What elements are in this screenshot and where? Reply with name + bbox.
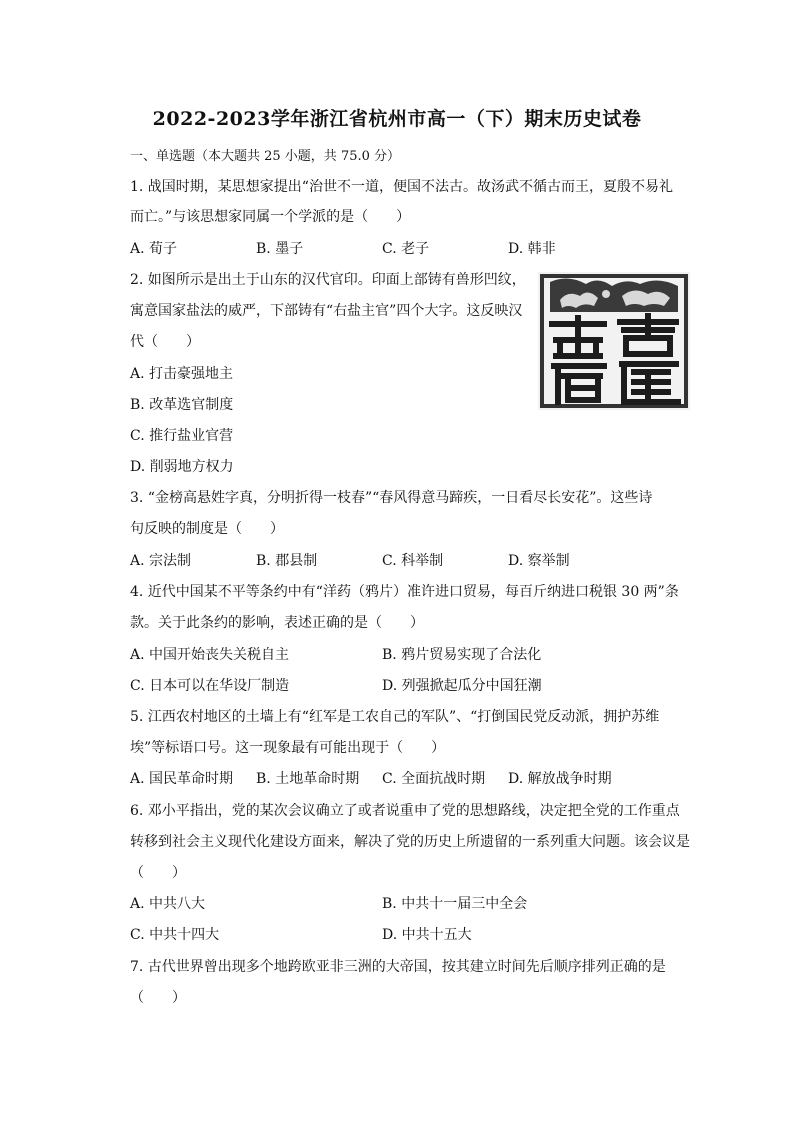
question-6-option-c: C. 中共十四大	[130, 927, 220, 943]
question-2-option-b: B. 改革选官制度	[130, 397, 234, 413]
question-1-option-b: B. 墨子	[256, 241, 304, 257]
exam-title: 2022-2023学年浙江省杭州市高一（下）期末历史试卷	[152, 108, 642, 130]
question-1-line-1: 1. 战国时期，某思想家提出“治世不一道，便国不法古。故汤武不循古而王，夏殷不易礼	[130, 179, 673, 195]
question-2-option-a: A. 打击豪强地主	[130, 366, 234, 382]
question-6-option-b: B. 中共十一届三中全会	[382, 896, 528, 912]
question-3-option-c: C. 科举制	[382, 553, 444, 569]
question-2-option-d: D. 削弱地方权力	[130, 459, 234, 475]
question-6-line-1: 6. 邓小平指出，党的某次会议确立了或者说重申了党的思想路线，决定把全党的工作重点	[130, 803, 680, 819]
question-4-line-1: 4. 近代中国某不平等条约中有“洋药（鸦片）准许进口贸易，每百斤纳进口税银 30 两”条	[130, 584, 679, 600]
question-3-option-a: A. 宗法制	[130, 553, 192, 569]
question-2-option-c: C. 推行盐业官营	[130, 428, 234, 444]
question-3-line-1: 3. “金榜高悬姓字真，分明折得一枝春”“春风得意马蹄疾，一日看尽长安花”。这些诗	[130, 490, 653, 506]
question-4-option-a: A. 中国开始丧失关税自主	[130, 647, 290, 663]
question-2-line-2: 寓意国家盐法的威严，下部铸有“右盐主官”四个大字。这反映汉	[130, 303, 523, 319]
question-4-line-2: 款。关于此条约的影响，表述正确的是（ ）	[130, 615, 424, 631]
question-1-option-d: D. 韩非	[508, 241, 556, 257]
question-3-option-d: D. 察举制	[508, 553, 570, 569]
question-1-line-2: 而亡。”与该思想家同属一个学派的是（ ）	[130, 209, 411, 225]
question-5-option-b: B. 土地革命时期	[256, 771, 360, 787]
question-3-option-b: B. 郡县制	[256, 553, 318, 569]
question-1-option-a: A. 荀子	[130, 241, 178, 257]
question-5-option-c: C. 全面抗战时期	[382, 771, 486, 787]
question-3-line-2: 句反映的制度是（ ）	[130, 521, 284, 537]
question-6-option-a: A. 中共八大	[130, 896, 206, 912]
question-4-option-c: C. 日本可以在华设厂制造	[130, 678, 290, 694]
question-5-line-1: 5. 江西农村地区的土墙上有“红军是工农自己的军队”、“打倒国民党反动派，拥护苏维	[130, 709, 660, 725]
question-4-option-b: B. 鸦片贸易实现了合法化	[382, 647, 542, 663]
section-heading: 一、单选题（本大题共 25 小题，共 75.0 分）	[130, 149, 401, 164]
question-5-line-2: 埃”等标语口号。这一现象最有可能出现于（ ）	[130, 740, 446, 756]
question-4-option-d: D. 列强掀起瓜分中国狂潮	[382, 678, 542, 694]
han-seal-image	[538, 272, 690, 410]
question-2-line-1: 2. 如图所示是出土于山东的汉代官印。印面上部铸有兽形凹纹，	[130, 272, 526, 288]
question-6-option-d: D. 中共十五大	[382, 927, 472, 943]
question-5-option-d: D. 解放战争时期	[508, 771, 612, 787]
question-7-line-2: （ ）	[130, 990, 186, 1006]
question-5-option-a: A. 国民革命时期	[130, 771, 234, 787]
question-2-line-3: 代（ ）	[130, 334, 200, 350]
question-7-line-1: 7. 古代世界曾出现多个地跨欧亚非三洲的大帝国，按其建立时间先后顺序排列正确的是	[130, 959, 666, 975]
question-6-line-2: 转移到社会主义现代化建设方面来，解决了党的历史上所遗留的一系列重大问题。该会议是	[130, 834, 690, 850]
question-1-option-c: C. 老子	[382, 241, 430, 257]
question-6-line-3: （ ）	[130, 865, 186, 881]
